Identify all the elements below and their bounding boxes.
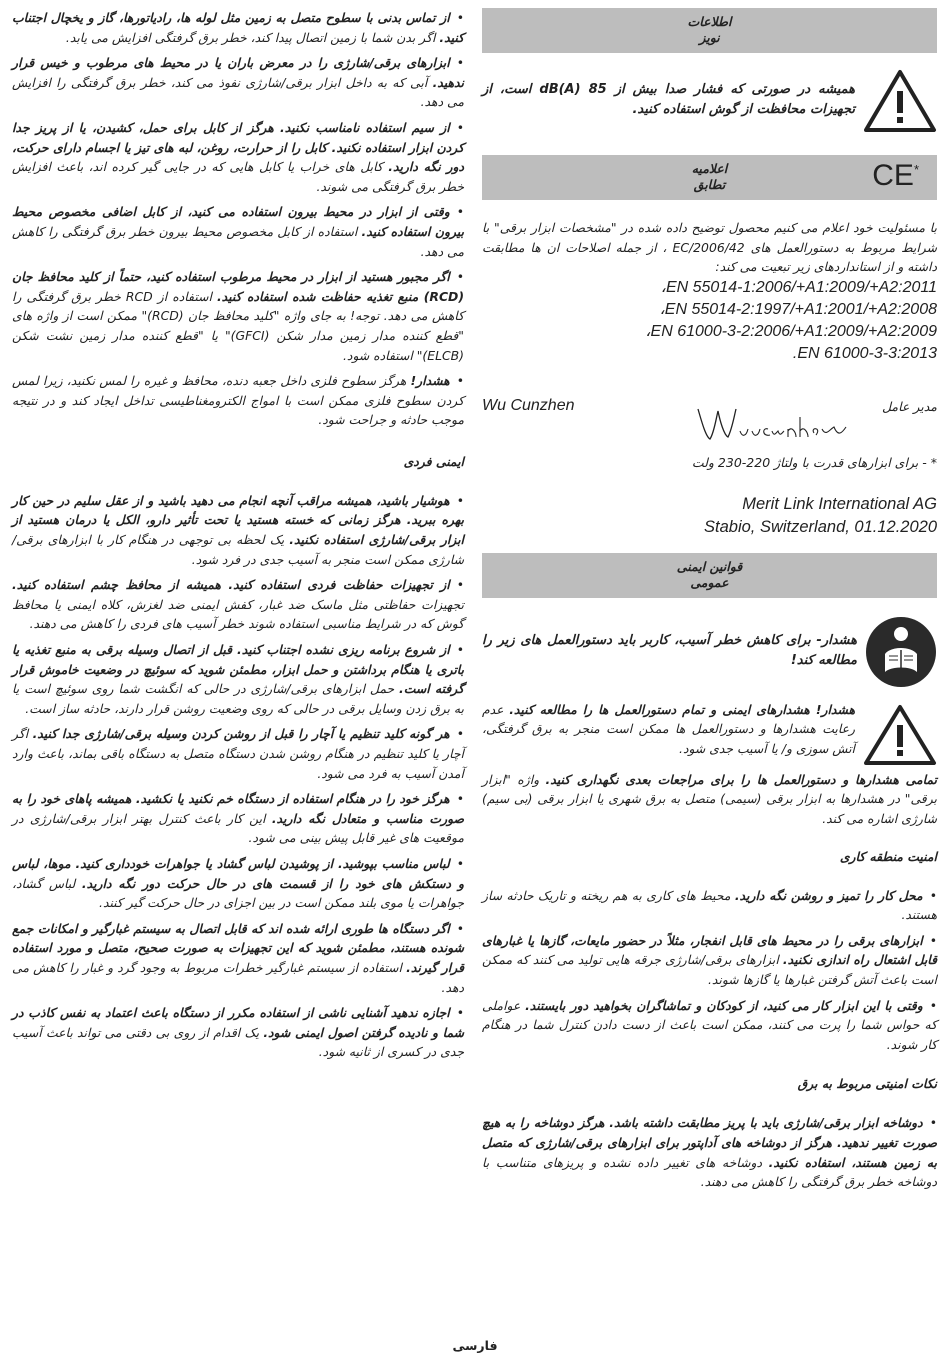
item-body: استفاده از کابل مخصوص محیط بیرون خطر برق گرفتگی را کاهش می دهد. xyxy=(12,223,464,259)
item-body: حمل ابزارهای برقی/شارژی در حالی که انگشت شما روی سوئیچ است یا به برق زدن وسایل برقی در حالی که روی وضعیت روشن قرار دارند، حادثه ساز است. xyxy=(12,681,464,716)
item-body: هرگز سطوح فلزی داخل جعبه دنده، محافظ و غیره را لمس نکنید، زیرا لمس کردن سطوح فلزی ممکن است با امواج الکترومغناطیسی تداخل ایجاد کند و در نتیجه موجب حادثه و جراحت شود. xyxy=(12,373,464,428)
standards-list xyxy=(482,277,937,365)
conformity-header-line1: اعلامیه xyxy=(691,161,728,176)
item-bold: محل کار را تمیز و روشن نگه دارید. xyxy=(734,887,923,903)
conformity-header xyxy=(482,155,937,200)
item-body: اگر بدن شما با زمین اتصال پیدا کند، خطر برق گرفتگی افزایش می یابد. xyxy=(65,29,440,45)
ce-star: * xyxy=(913,162,919,177)
manager-label: مدیر عامل xyxy=(881,398,937,414)
item-body: ابزارهای برقی/شارژی جرقه هایی تولید می کنند که ممکن است باعث آتش گرفتن غبارها یا گازها شوند. xyxy=(482,952,937,987)
conformity-block xyxy=(482,155,937,200)
electrical-item xyxy=(12,118,464,196)
work-area-item xyxy=(482,996,937,1055)
work-area-item xyxy=(482,931,937,990)
item-bold: ابزارهای برقی/شارژی را در معرض باران یا در محیط های مرطوب و خیس قرار ندهید. xyxy=(12,55,464,90)
warning-triangle-icon xyxy=(863,704,937,770)
company-address xyxy=(482,493,937,539)
personal-item xyxy=(12,640,464,718)
standard-item: EN 55014-1:2006/+A1:2009/+A2:2011، xyxy=(660,278,937,296)
item-body: محیط های کاری به هم ریخته و تاریک حادثه ساز هستند. xyxy=(482,887,937,923)
electrical-item xyxy=(12,53,464,112)
noise-text: همیشه در صورتی که فشار صدا بیش از 85 dB(A) است، از تجهیزات محافظت از گوش استفاده کنید. xyxy=(482,82,855,117)
item-body: یک لحظه بی توجهی در هنگام کار با ابزارهای برقی/شارژی ممکن است منجر به آسیب جدی در فرد شود. xyxy=(12,532,464,567)
electrical-item xyxy=(12,267,464,365)
electrical-item xyxy=(12,202,464,261)
item-bold: دوشاخه ابزار برقی/شارژی باید با پریز مطابقت داشته باشد. هرگز دوشاخه را به هیچ صورت تغییر ندهید. هرگز از دوشاخه های آداپتور برای ابزارهای برقی/شارژی که متصل به زمین هستند، استفاده نکنید. xyxy=(482,1115,937,1170)
item-body: آبی که به داخل ابزار برقی/شارژی نفوذ می کند، خطر برق گرفتگی را افزایش می دهد. xyxy=(12,74,464,110)
noise-warning xyxy=(482,69,937,137)
signature-image xyxy=(692,403,852,443)
safety-header-line1: قوانین ایمنی xyxy=(676,558,743,574)
noise-header-line1: اطلاعات xyxy=(687,14,732,29)
noise-header-line2: نویز xyxy=(699,30,720,45)
item-bold: از تجهیزات حفاظت فردی استفاده کنید. همیشه از محافظ چشم استفاده کنید. xyxy=(12,577,450,593)
personal-item xyxy=(12,854,464,913)
safety-header-line2: عمومی xyxy=(690,574,729,590)
item-bold: از تماس بدنی با سطوح متصل به زمین مثل لوله ها، رادیاتورها، گاز و یخچال اجتناب کنید. xyxy=(12,10,464,45)
item-bold: از شروع برنامه ریزی نشده اجتناب کنید. قبل از اتصال وسیله برقی به منبع تغذیه یا باتری یا هنگام برداشتن و حمل ابزار، مطمئن شوید که سوئیچ در وضعیت خاموش قرار گرفته است. xyxy=(12,642,464,697)
item-body: دوشاخه های تغییر داده نشده و پریزهای متناسب با دوشاخه خطر برق گرفتگی را کاهش می دهند. xyxy=(482,1154,937,1190)
personal-item xyxy=(12,919,464,997)
declaration-text: با مسئولیت خود اعلام می کنیم محصول توضیح داده شده در "مشخصات ابزار برقی" با شرایط مربوط به دستورالعمل های 2006/42/EC ، از جمله اصلاحات ان ها مطابقت داشته و از استانداردهای زیر تبعیت می کند: xyxy=(482,220,937,275)
item-body: عواملی که حواس شما را پرت می کنند، ممکن است باعث از دست دادن کنترل شما در هنگام کار شوند. xyxy=(482,997,937,1052)
general-warning xyxy=(482,700,937,770)
signature-block xyxy=(482,396,937,485)
item-body: لباس گشاد، جواهرات یا موی بلند ممکن است در بین اجزای در حال حرکت گیر کنند. xyxy=(12,875,464,911)
item-bold: اجازه ندهید آشنایی ناشی از استفاده مکرر از دستگاه باعث اعتماد به نفس کاذب در شما و نادیده گرفتن اصول ایمنی شود. xyxy=(12,1005,464,1040)
manager-name: Wu Cunzhen xyxy=(482,396,575,414)
item-bold: اگر مجبور هستید از ابزار در محیط مرطوب استفاده کنید، حتماً از کلید محافظ جان (RCD) منبع تغذیه حفاظت شده استفاده کنید. xyxy=(12,269,464,304)
item-bold: هشدار! xyxy=(410,373,450,389)
ce-mark: CE xyxy=(872,159,914,192)
item-bold: هر گونه کلید تنظیم یا آچار را قبل از روشن کردن وسیله برقی/شارژی جدا کنید. xyxy=(32,726,450,742)
ce-mark-icon xyxy=(872,159,919,193)
item-bold: از سیم استفاده نامناسب نکنید. هرگز از کابل برای حمل، کشیدن، یا از پریز جدا کردن ابزار استفاده نکنید. کابل را از حرارت، روغن، لبه های تیز یا اجسام دارای حرکت، دور نگه دارید. xyxy=(12,119,464,175)
electrical-item xyxy=(12,8,464,47)
item-bold: ابزارهای برقی را در محیط های قابل انفجار، مثلاً در حضور مایعات، گازها یا غبارهای قابل اشتعال راه اندازی نکنید. xyxy=(482,932,937,968)
standard-item: EN 55014-2:1997/+A1:2001/+A2:2008، xyxy=(659,300,937,318)
personal-item xyxy=(12,1003,464,1062)
personal-item xyxy=(12,724,464,783)
item-bold: هرگز خود را در هنگام استفاده از دستگاه خم نکنید یا نکشید. همیشه پاهای خود را به صورت مناسب و متعادل نگه دارید. xyxy=(12,791,464,826)
item-body: اگر آچار یا کلید تنظیم در هنگام روشن شدن دستگاه متصل به دستگاه باقی بماند، باعث وارد آمدن آسیب به فرد می شود. xyxy=(12,726,464,781)
electrical-title: نکات امنیتی مربوط به برق xyxy=(797,1076,937,1092)
read-manual-icon xyxy=(865,616,937,692)
work-area-title: امنیت منطقه کاری xyxy=(839,848,937,864)
company-name: Merit Link International AG xyxy=(742,494,937,513)
item-body: این کار باعث کنترل بهتر ابزار برقی/شارژی در موقعیت های غیر قابل پیش بینی می شود. xyxy=(12,810,464,846)
general-warning-text xyxy=(482,700,855,759)
standard-item: EN 61000-3-2:2006/+A1:2009/+A2:2009، xyxy=(645,322,937,340)
item-body: کابل های خراب یا کابل هایی که در جایی گیر کرده اند، باعث افزایش خطر برق گرفتگی می شوند. xyxy=(12,159,464,194)
personal-title: ایمنی فردی xyxy=(403,453,464,469)
warning-triangle-icon xyxy=(863,69,937,137)
keep-body: واژه "ابزار برقی" در هشدارها به ابزار برقی (سیمی) متصل به برق شهری یا ابزار برقی (بی سیم) شارژی اشاره می کند. xyxy=(482,771,937,826)
personal-item xyxy=(12,491,464,569)
item-bold: اگر دستگاه ها طوری ارائه شده اند که قابل اتصال به سیستم غبارگیر و امکانات جمع شونده هستند، مطمئن شوید که این تجهیزات به صورت صحیح، متصل و مورد استفاده قرار گیرند. xyxy=(12,920,464,975)
left-column xyxy=(12,8,464,1068)
item-body: تجهیزات حفاظتی مثل ماسک ضد غبار، کفش ایمنی ضد لغزش، کلاه ایمنی یا محافظ گوش که در شرایط مناسبی استفاده شوند خطر آسیب های فردی را کاهش می دهند. xyxy=(12,596,464,632)
conformity-header-line2: تطابق xyxy=(693,177,726,192)
item-bold: لباس مناسب بپوشید. از پوشیدن لباس گشاد یا جواهرات خودداری کنید. موها، لباس و دستکش های خود را از قسمت های در حال حرکت دور نگه دارید. xyxy=(12,855,464,891)
general-warning-body: عدم رعایت هشدارها و دستورالعمل ها ممکن است منجر به برق گرفتگی، آتش سوزی و/ یا آسیب جدی شود. xyxy=(482,701,855,756)
item-body: استفاده از سیستم غبارگیر خطرات مربوط به وجود گرد و غبار را کاهش می دهد. xyxy=(12,959,464,995)
safety-header xyxy=(482,553,937,598)
electrical-item xyxy=(482,1113,937,1191)
item-bold: هوشیار باشید، همیشه مراقب آنچه انجام می دهید باشید و از عقل سلیم در حین کار بهره ببرید. هرگز زمانی که خسته هستید یا تحت تأثیر دارو، الکل یا درمان هستید از ابزار برقی/شارژی استفاده نکنید. xyxy=(12,492,465,548)
personal-item xyxy=(12,575,464,634)
general-warning-bold: هشدار! هشدارهای ایمنی و تمام دستورالعمل ها را مطالعه کنید. xyxy=(509,701,855,717)
right-column xyxy=(482,8,937,1198)
place-date: Stabio, Switzerland, 01.12.2020 xyxy=(704,517,937,536)
standard-item: EN 61000-3-3:2013. xyxy=(792,344,937,362)
voltage-note: * - برای ابزارهای قدرت با ولتاژ 220-230 ولت xyxy=(691,454,937,470)
item-bold: وقتی از ابزار در محیط بیرون استفاده می کنید، از کابل اضافی مخصوص محیط بیرون استفاده کنید. xyxy=(12,204,464,239)
electrical-item xyxy=(12,371,464,430)
item-body: یک اقدام از روی بی دقتی می تواند باعث آسیب جدی در کسری از ثانیه شود. xyxy=(12,1024,464,1060)
keep-bold: تمامی هشدارها و دستورالعمل ها را برای مراجعات بعدی نگهداری کنید. xyxy=(545,771,937,787)
noise-header xyxy=(482,8,937,53)
keep-instructions xyxy=(482,770,937,829)
manual-warning-text: هشدار- برای کاهش خطر آسیب، کاربر باید دستورالعمل های زیر را مطالعه کند! xyxy=(482,633,857,668)
work-area-item xyxy=(482,886,937,925)
item-bold: وقتی با این ابزار کار می کنید، از کودکان و تماشاگران بخواهید دور بایستند. xyxy=(525,997,923,1013)
page-language-footer: فارسی xyxy=(452,1338,498,1353)
item-body: استفاده از RCD خطر برق گرفتگی را کاهش می دهد. توجه! به جای واژه "کلید محافظ جان (RCD)" ممکن است از واژه های "قطع کننده مدار زمین مدار شکن (GFCI)" یا "قطع کننده مدار زمین نشت شکن (ELCB)" استفاده شود. xyxy=(12,288,464,363)
personal-item xyxy=(12,789,464,848)
manual-warning xyxy=(482,616,937,692)
